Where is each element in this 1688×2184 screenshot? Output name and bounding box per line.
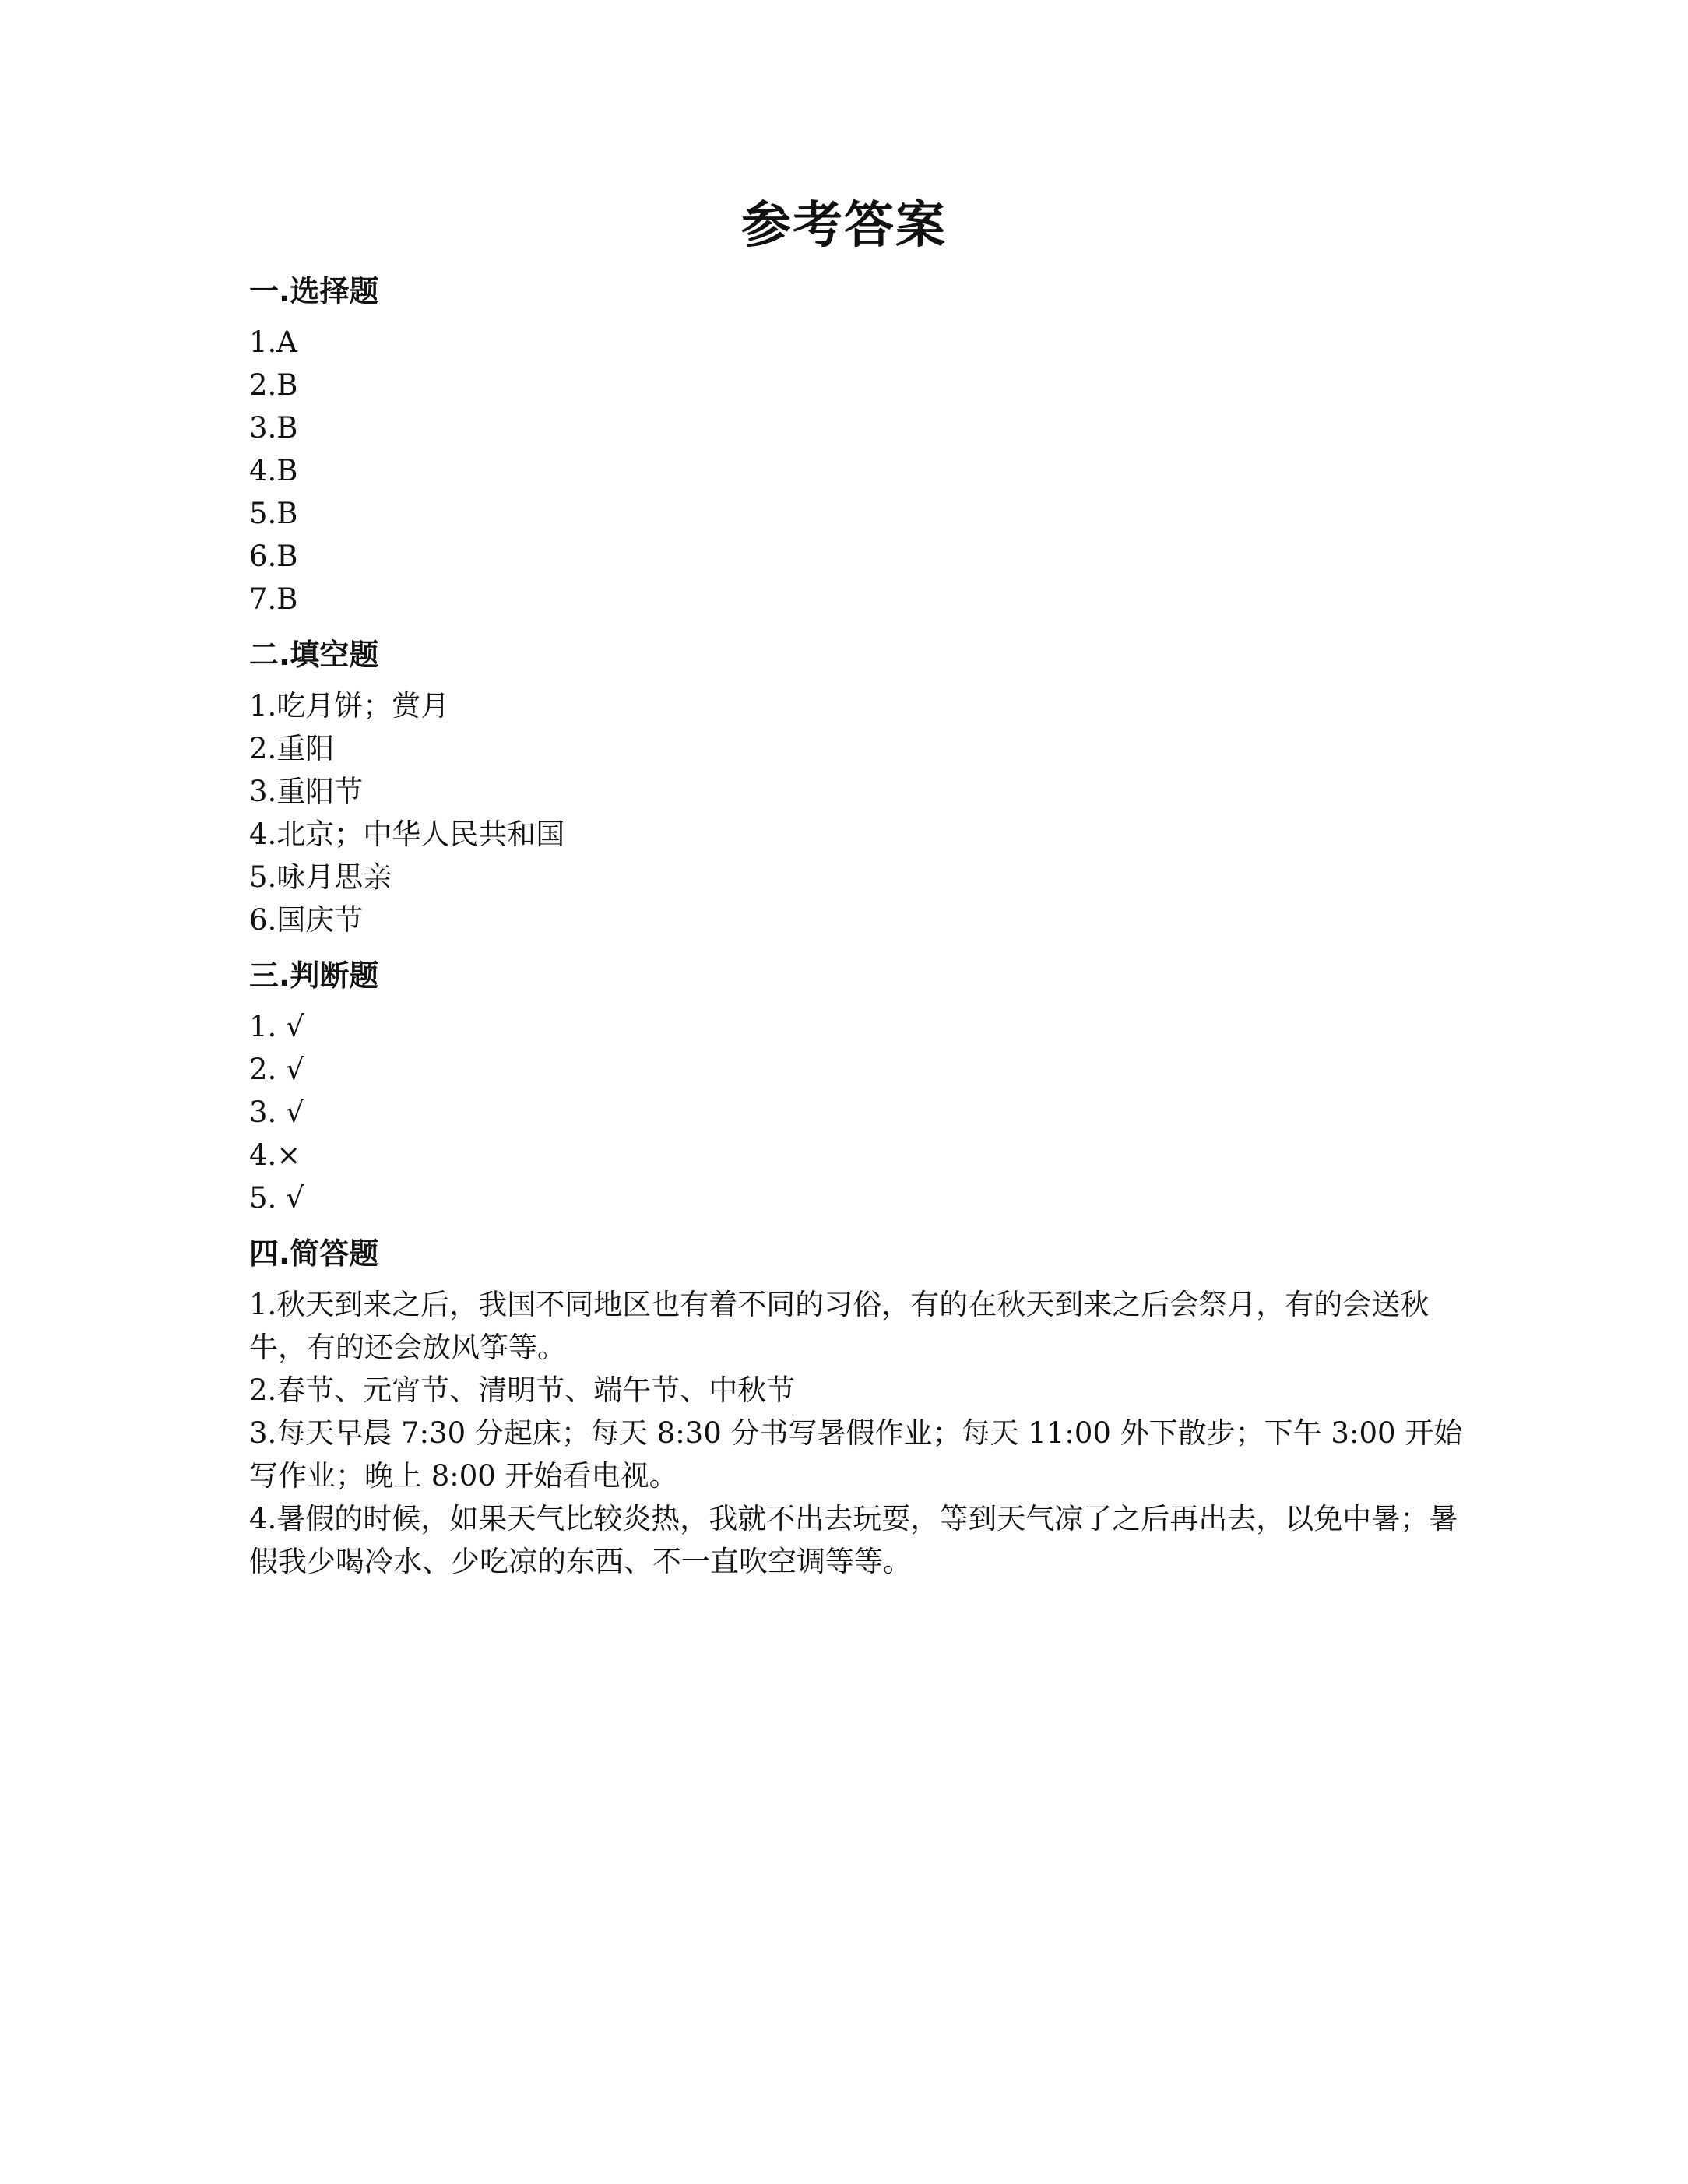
answer-item: 6.国庆节	[249, 903, 364, 937]
multiple-choice-answers	[249, 321, 1464, 621]
fill-in-answers	[249, 684, 1464, 941]
short-answer-answers	[249, 1283, 1464, 1583]
answer-item: 1.A	[249, 325, 298, 359]
answer-item: 5.B	[249, 497, 298, 530]
section-heading-short-answer: 四.简答题	[249, 1236, 379, 1271]
answer-content	[249, 271, 1464, 1597]
answer-item: 2.春节、元宵节、清明节、端午节、中秋节	[249, 1373, 796, 1407]
answer-item: 4.北京；中华人民共和国	[249, 818, 565, 851]
answer-item: 2. √	[249, 1053, 304, 1086]
answer-item: 3.重阳节	[249, 775, 364, 808]
section-heading-fill-in: 二.填空题	[249, 638, 379, 672]
answer-item: 1. √	[249, 1010, 304, 1043]
answer-item: 7.B	[249, 582, 298, 616]
answer-item: 3.B	[249, 411, 298, 445]
true-false-answers	[249, 1005, 1464, 1219]
answer-item: 4.×	[249, 1138, 301, 1172]
answer-item: 2.重阳	[249, 732, 335, 765]
answer-item: 1.秋天到来之后，我国不同地区也有着不同的习俗，有的在秋天到来之后会祭月，有的会送秋牛，有的还会放风筝等。	[249, 1288, 1430, 1364]
answer-item: 2.B	[249, 368, 298, 402]
page-title: 参考答案	[741, 197, 947, 255]
answer-item: 5. √	[249, 1181, 304, 1215]
answer-item: 6.B	[249, 540, 298, 573]
answer-item: 4.暑假的时候，如果天气比较炎热，我就不出去玩耍，等到天气凉了之后再出去，以免中暑；暑假我少喝冷水、少吃凉的东西、不一直吹空调等等。	[249, 1502, 1458, 1578]
section-heading-true-false: 三.判断题	[249, 958, 379, 993]
answer-item: 1.吃月饼；赏月	[249, 689, 450, 723]
answer-item: 5.咏月思亲	[249, 860, 392, 894]
answer-item: 3.每天早晨 7:30 分起床；每天 8:30 分书写暑假作业；每天 11:00 外下散步；下午 3:00 开始写作业；晚上 8:00 开始看电视。	[249, 1416, 1463, 1493]
section-heading-multiple-choice: 一.选择题	[249, 274, 379, 308]
answer-item: 3. √	[249, 1096, 304, 1129]
answer-item: 4.B	[249, 454, 298, 487]
